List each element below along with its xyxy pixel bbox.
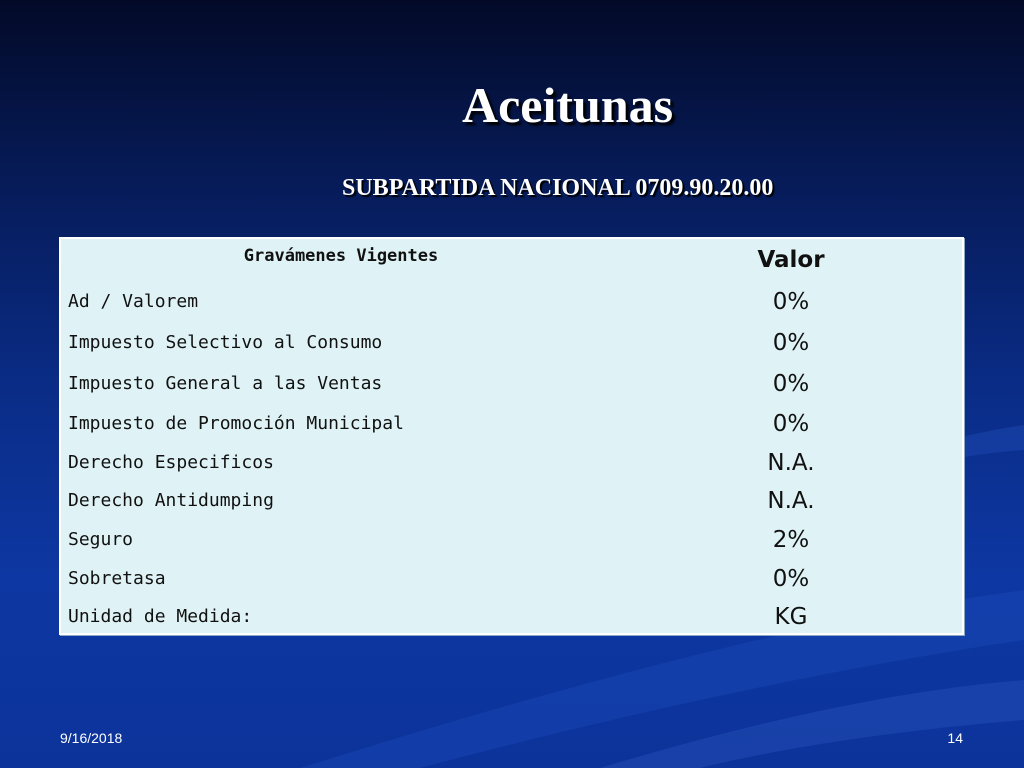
row-value: 0%	[772, 330, 810, 356]
header-value: Valor	[757, 247, 825, 273]
table-row	[61, 482, 962, 520]
row-label: Derecho Antidumping	[68, 490, 274, 511]
table-row	[61, 560, 962, 598]
row-value: 0%	[772, 566, 810, 592]
table-row	[61, 283, 962, 321]
row-label: Derecho Especificos	[68, 452, 274, 473]
table-row	[61, 444, 962, 482]
row-value: KG	[774, 604, 808, 630]
table-row	[61, 324, 962, 362]
row-label: Seguro	[68, 529, 134, 550]
row-label: Sobretasa	[68, 568, 166, 589]
header-label: Gravámenes Vigentes	[243, 246, 439, 266]
row-value: 2%	[772, 527, 810, 553]
row-label: Ad / Valorem	[68, 291, 199, 312]
row-label: Unidad de Medida:	[68, 606, 253, 627]
row-value: 0%	[772, 289, 810, 315]
row-value: N.A.	[767, 488, 815, 514]
row-value: N.A.	[767, 450, 815, 476]
slide-subtitle: SUBPARTIDA NACIONAL 0709.90.20.00	[342, 175, 774, 201]
table-row	[61, 521, 962, 559]
row-label: Impuesto Selectivo al Consumo	[68, 332, 383, 353]
slide-date: 9/16/2018	[60, 730, 123, 746]
row-label: Impuesto de Promoción Municipal	[68, 413, 404, 434]
slide-title: Aceitunas	[462, 77, 674, 133]
table-header-row	[61, 239, 962, 277]
tariff-table	[59, 237, 964, 635]
table-row	[61, 365, 962, 403]
table-row	[61, 598, 962, 636]
slide-page-number: 14	[947, 730, 963, 746]
row-label: Impuesto General a las Ventas	[68, 373, 383, 394]
row-value: 0%	[772, 411, 810, 437]
table-row	[61, 405, 962, 443]
row-value: 0%	[772, 371, 810, 397]
